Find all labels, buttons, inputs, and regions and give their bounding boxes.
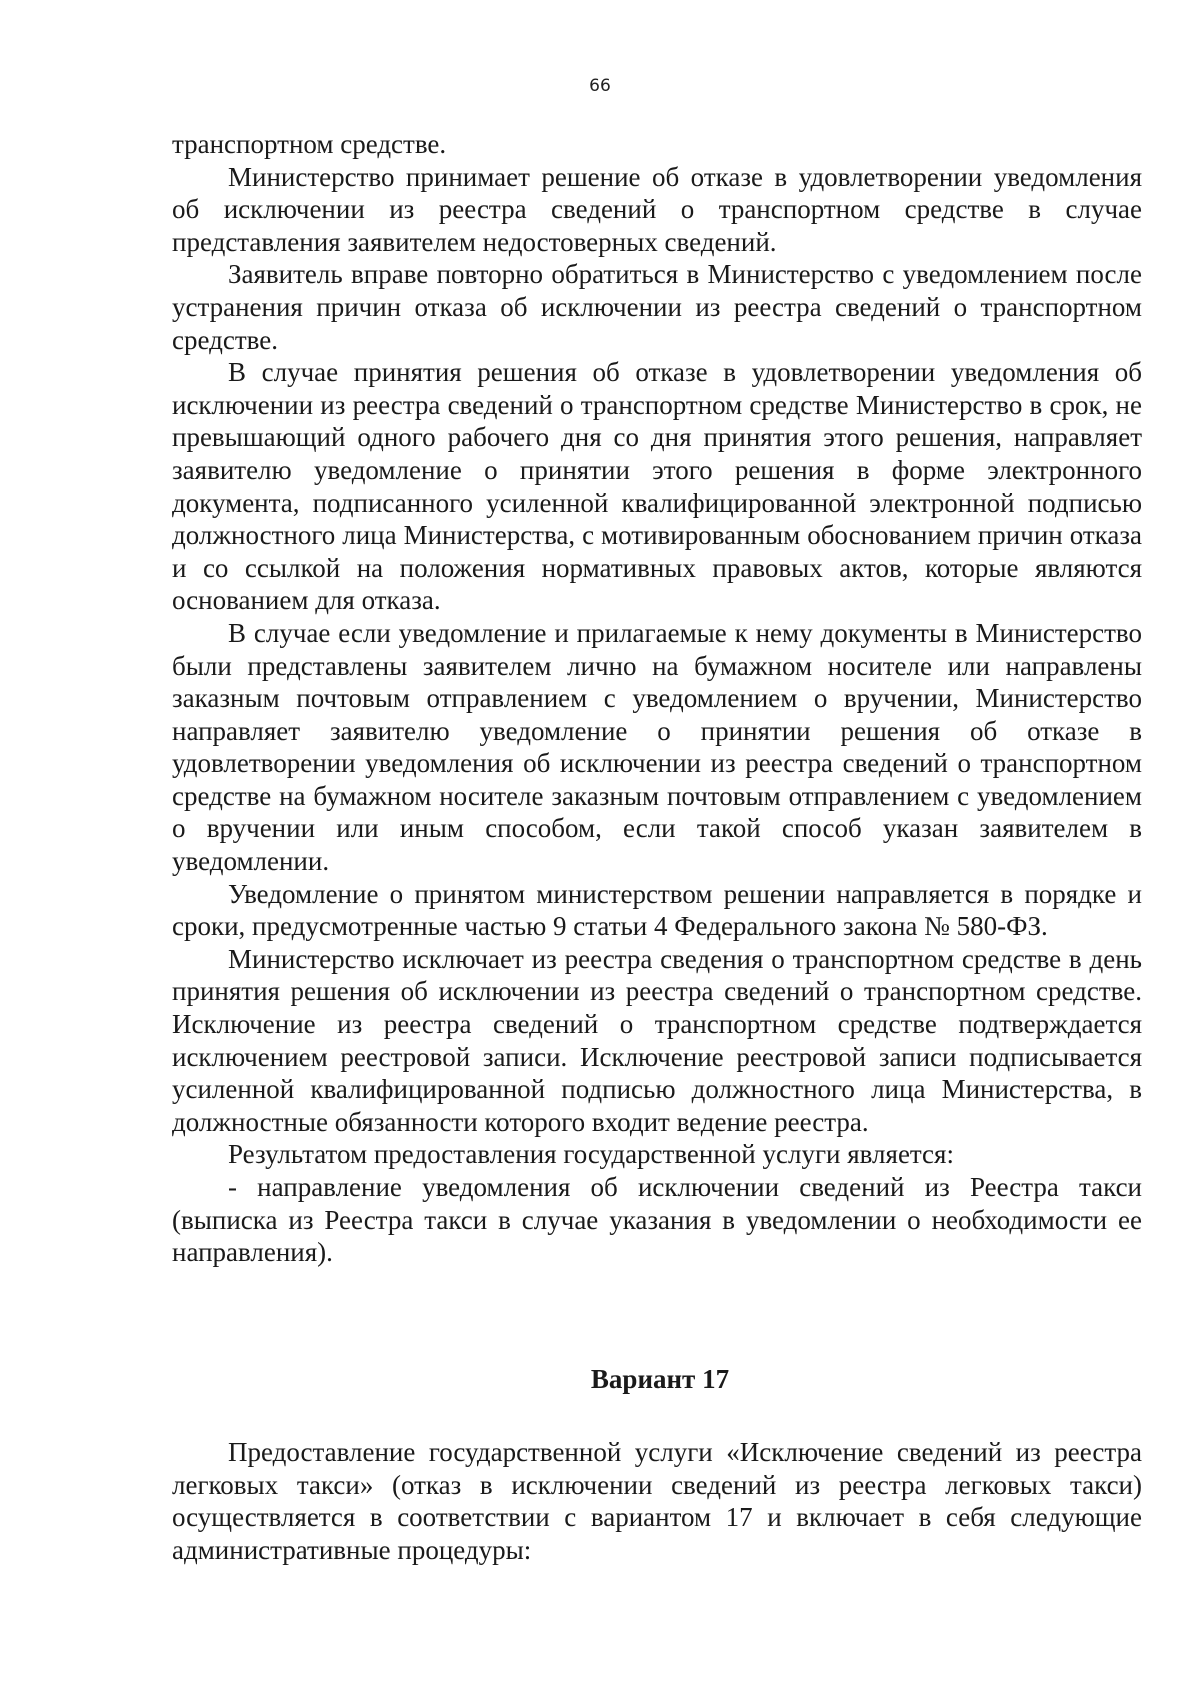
section-heading: Вариант 17 xyxy=(590,1364,730,1394)
paragraph: Министерство принимает решение об отказе в удовлетворении уведомления об исключении из реестра сведений о транспортном средстве в случае представления заявителем недостоверных сведений. xyxy=(172,161,1142,257)
page-number: 66 xyxy=(589,76,611,96)
paragraph: В случае если уведомление и прилагаемые к нему документы в Министерство были представлены заявителем лично на бумажном носителе или направлены заказным почтовым отправлением с уведомлением о вручении, Министерство направляет заявителю уведомление о принятии решения об отказе в удовлетворении уведомления об исключении из реестра сведений о транспортном средстве на бумажном носителе заказным почтовым отправлением с уведомлением о вручении или иным способом, если такой способ указан заявителем в уведомлении. xyxy=(172,617,1142,877)
paragraph: В случае принятия решения об отказе в удовлетворении уведомления об исключении из реестра сведений о транспортном средстве Министерство в срок, не превышающий одного рабочего дня со дня принятия этого решения, направляет заявителю уведомление о принятии этого решения в форме электронного документа, подписанного усиленной квалифицированной электронной подписью должностного лица Министерства, с мотивированным обоснованием причин отказа и со ссылкой на положения нормативных правовых актов, которые являются основанием для отказа. xyxy=(172,357,1142,616)
paragraph: Министерство исключает из реестра сведения о транспортном средстве в день принятия решения об исключении из реестра сведений о транспортном средстве. Исключение из реестра сведений о транспортном средстве подтверждается исключением реестровой записи. Исключение реестровой записи подписывается усиленной квалифицированной подписью должностного лица Министерства, в должностные обязанности которого входит ведение реестра. xyxy=(172,943,1142,1137)
paragraph-continuation: транспортном средстве. xyxy=(172,129,447,159)
paragraph: Уведомление о принятом министерством решении направляется в порядке и сроки, предусмотренные частью 9 статьи 4 Федерального закона № 580-ФЗ. xyxy=(172,878,1142,942)
paragraph: Предоставление государственной услуги «Исключение сведений из реестра легковых такси» (отказ в исключении сведений из реестра легковых такси) осуществляется в соответствии с вариантом 17 и включает в себя следующие административные процедуры: xyxy=(172,1437,1142,1565)
document-body xyxy=(172,128,1142,1269)
paragraph: Результатом предоставления государственной услуги является: xyxy=(228,1139,954,1170)
paragraph: - направление уведомления об исключении сведений из Реестра такси (выписка из Реестра такси в случае указания в уведомлении о необходимости ее направления). xyxy=(172,1172,1142,1268)
section-body xyxy=(172,1436,1142,1566)
paragraph: Заявитель вправе повторно обратиться в Министерство с уведомлением после устранения причин отказа об исключении из реестра сведений о транспортном средстве. xyxy=(172,259,1142,355)
